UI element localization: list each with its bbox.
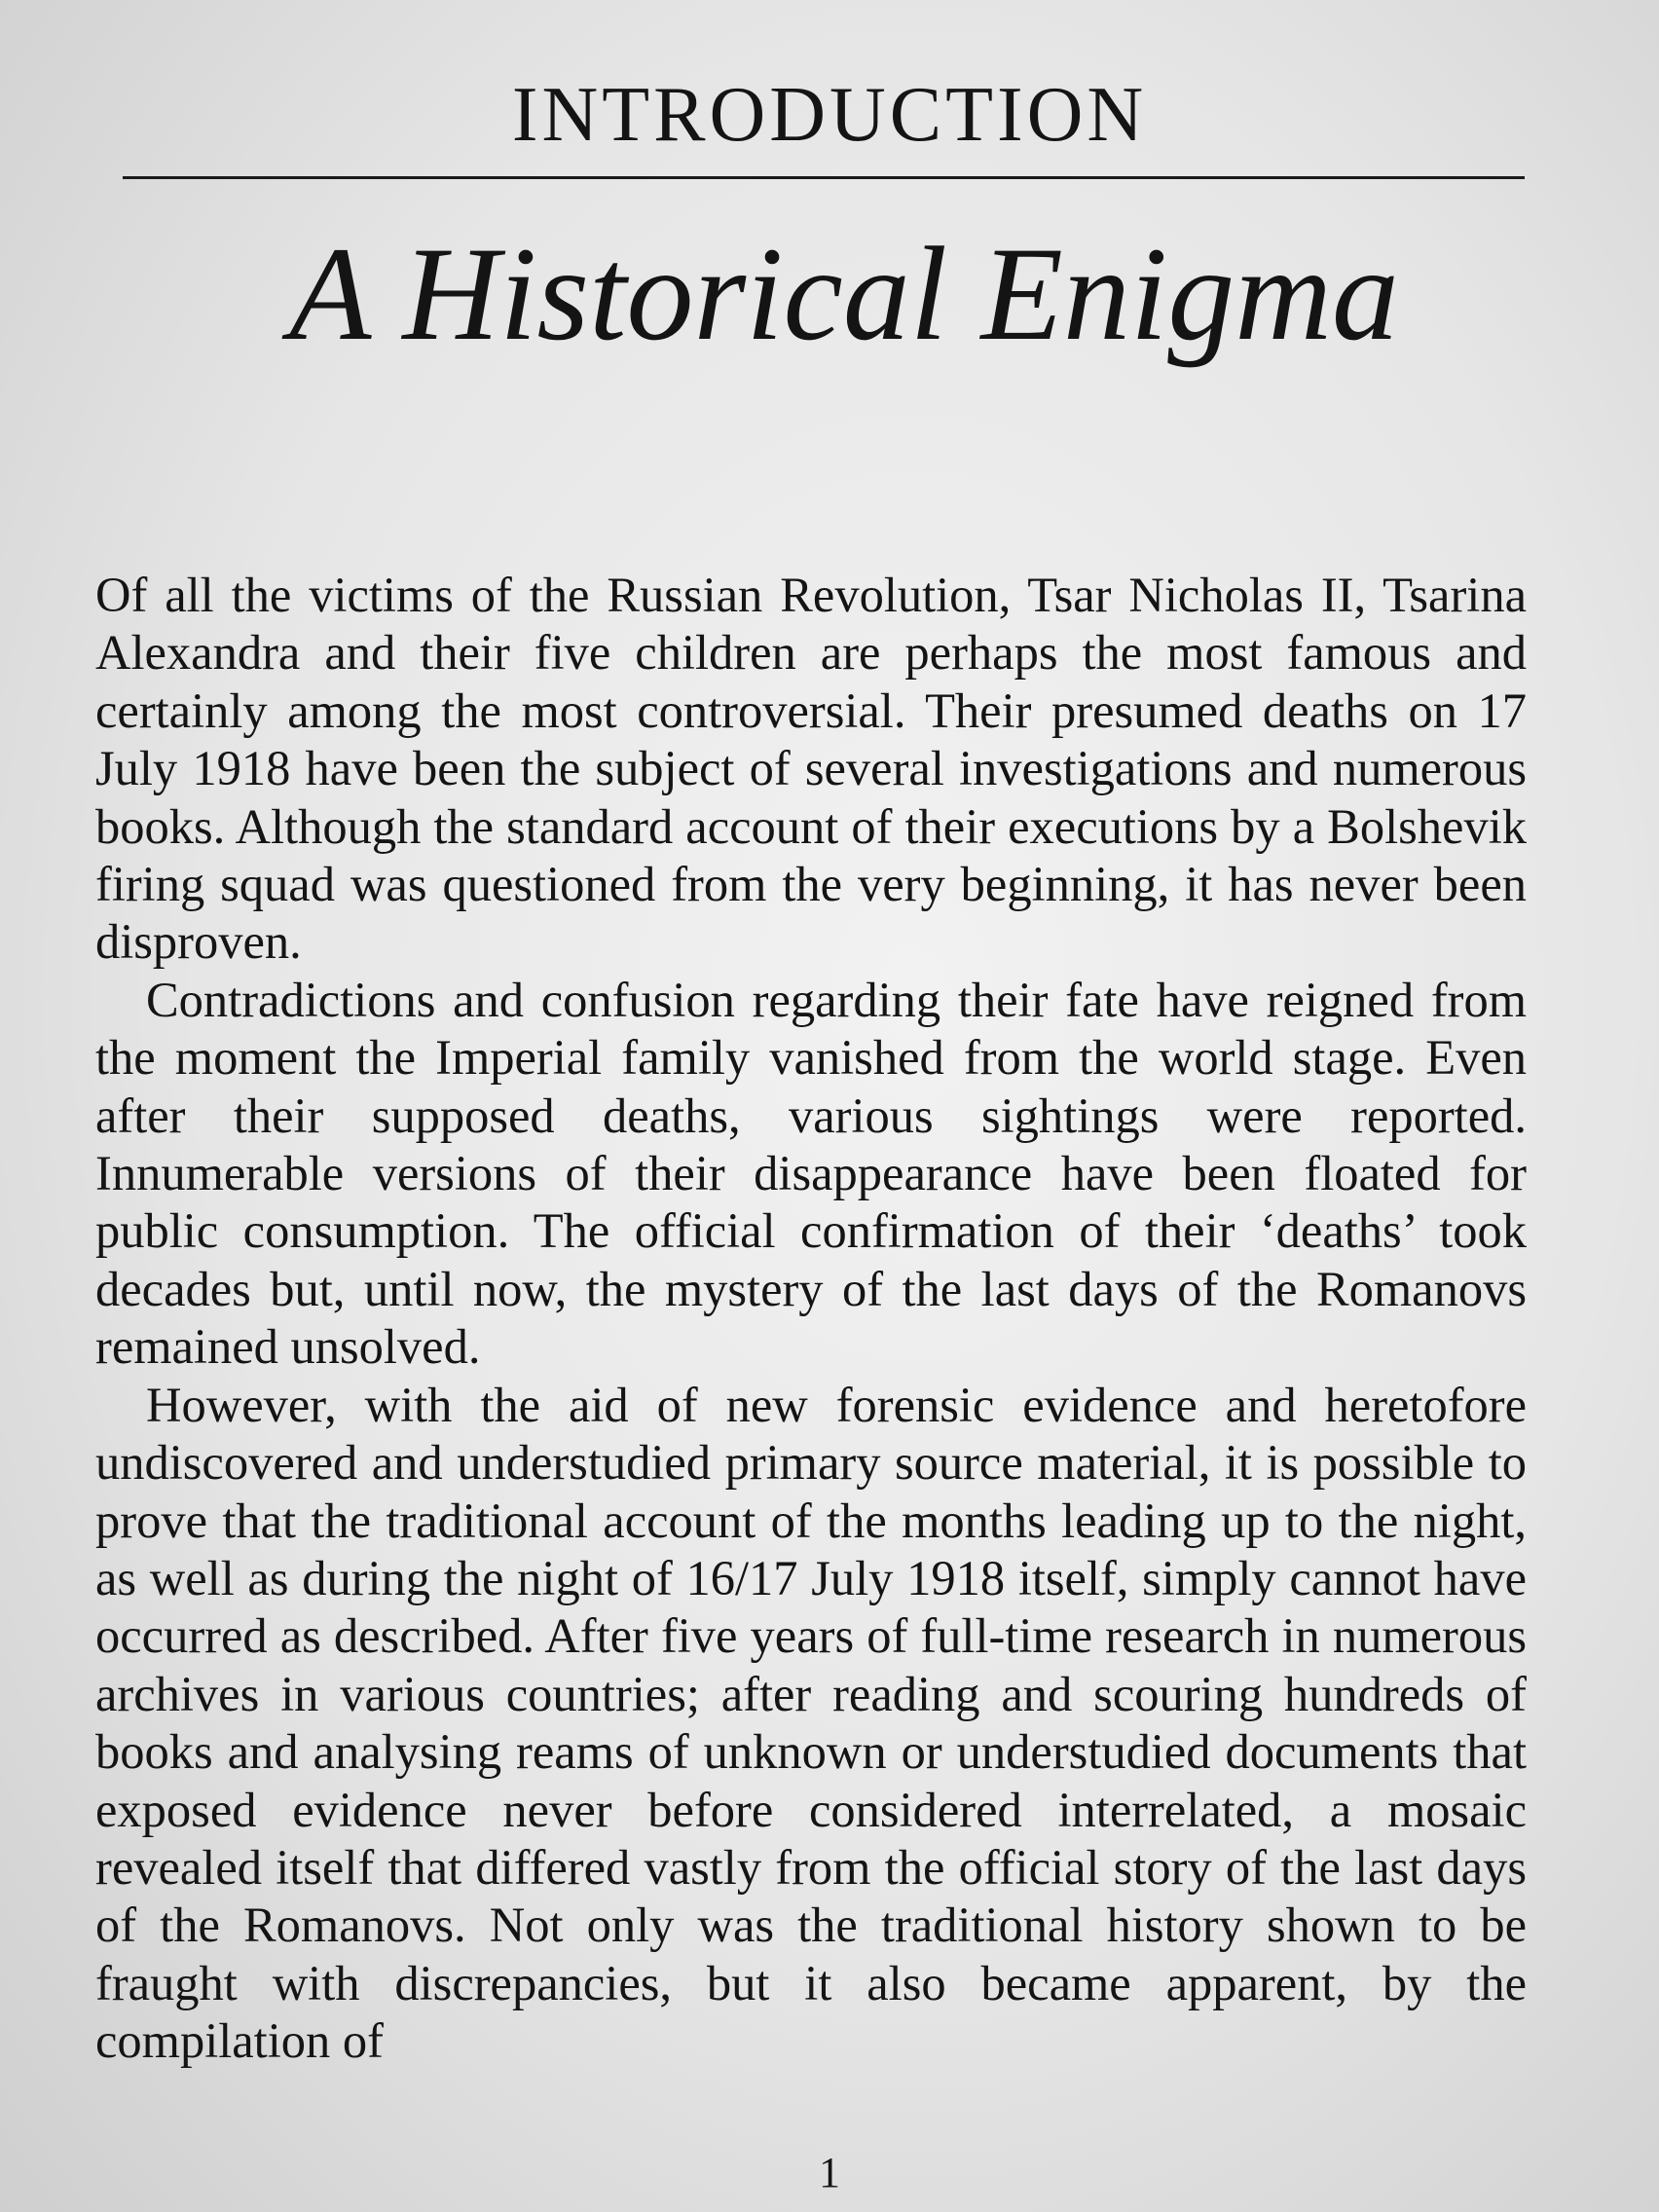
- paragraph-2: Contradictions and confusion regarding their fate have reigned from the moment the Imperial family vanished from the world stage. Even after their supposed deaths, various sightings were reported. Innumerable versions of their disappearance have been floated for public consumption. The official confirmation of their ‘deaths’ took decades but, until now, the mystery of the last days of the Romanovs remained unsolved.: [95, 972, 1527, 1375]
- chapter-label: INTRODUCTION: [511, 72, 1148, 158]
- body-text: [95, 567, 1527, 2071]
- chapter-title: A Historical Enigma: [289, 219, 1399, 368]
- page-number: 1: [819, 2149, 840, 2196]
- header-rule: [123, 176, 1525, 179]
- paragraph-3: However, with the aid of new forensic evidence and heretofore undiscovered and understudied primary source material, it is possible to prove that the traditional account of the months leading up to the night, as well as during the night of 16/17 July 1918 itself, simply cannot have occurred as described. After five years of full-time research in numerous archives in various countries; after reading and scouring hundreds of books and analysing reams of unknown or understudied documents that exposed evidence never before considered interrelated, a mosaic revealed itself that differed vastly from the official story of the last days of the Romanovs. Not only was the traditional history shown to be fraught with discrepancies, but it also became apparent, by the compilation of: [95, 1377, 1527, 2069]
- paragraph-1: Of all the victims of the Russian Revolution, Tsar Nicholas II, Tsarina Alexandra and their five children are perhaps the most famous and certainly among the most controversial. Their presumed deaths on 17 July 1918 have been the subject of several investigations and numerous books. Although the standard account of their executions by a Bolshevik firing squad was questioned from the very beginning, it has never been disproven.: [95, 568, 1527, 970]
